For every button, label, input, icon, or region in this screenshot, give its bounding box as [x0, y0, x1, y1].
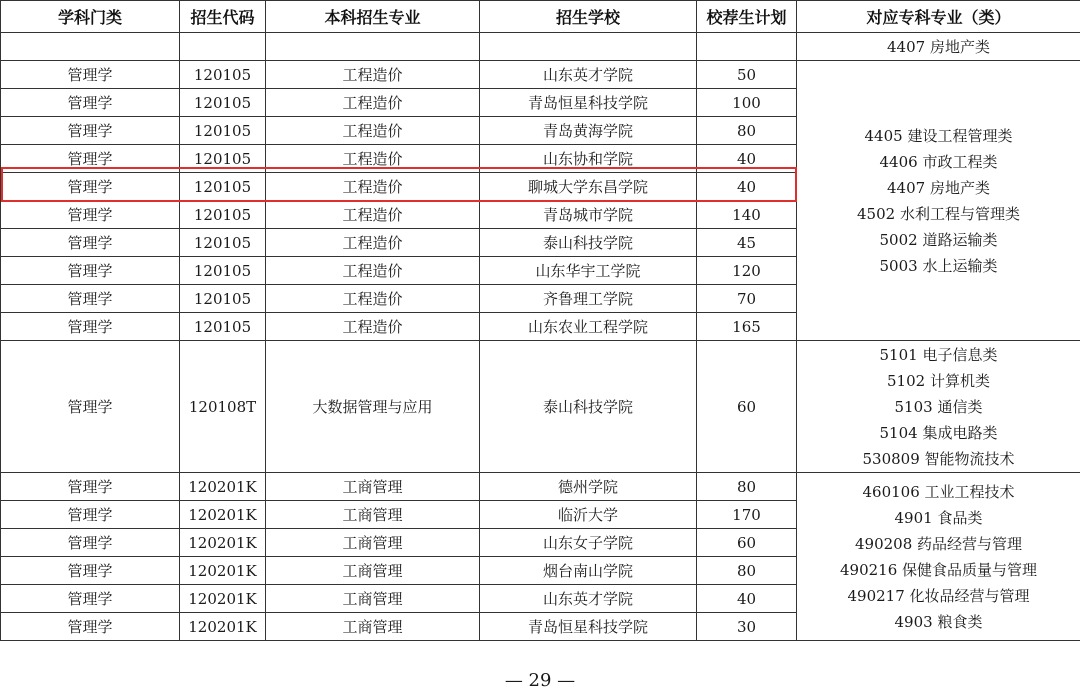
school-cell: 泰山科技学院 — [480, 341, 697, 473]
empty-cell — [266, 33, 480, 61]
vocational-major: 490216 保健食品质量与管理 — [839, 560, 1038, 579]
school-cell: 山东协和学院 — [480, 145, 697, 173]
code-cell: 120201K — [180, 613, 266, 641]
empty-cell — [480, 33, 697, 61]
school-cell: 德州学院 — [480, 473, 697, 501]
table-row — [1, 33, 1080, 61]
vocational-major: 4901 食品类 — [894, 508, 983, 527]
quota-cell: 120 — [697, 257, 797, 285]
school-cell: 山东英才学院 — [480, 61, 697, 89]
discipline-cell: 管理学 — [1, 613, 180, 641]
major-cell: 工商管理 — [266, 613, 480, 641]
major-cell: 工程造价 — [266, 229, 480, 257]
vocational-major: 5103 通信类 — [894, 397, 983, 416]
quota-cell: 50 — [697, 61, 797, 89]
major-cell: 工程造价 — [266, 313, 480, 341]
discipline-cell: 管理学 — [1, 145, 180, 173]
discipline-cell: 管理学 — [1, 201, 180, 229]
discipline-cell: 管理学 — [1, 557, 180, 585]
major-cell: 工程造价 — [266, 173, 480, 201]
school-cell: 泰山科技学院 — [480, 229, 697, 257]
major-cell: 工程造价 — [266, 257, 480, 285]
vocational-major: 4903 粮食类 — [894, 612, 983, 631]
major-cell: 工程造价 — [266, 117, 480, 145]
quota-cell: 40 — [697, 173, 797, 201]
vocational-majors-cell — [797, 473, 1080, 641]
vocational-major: 5102 计算机类 — [887, 371, 990, 390]
quota-cell: 30 — [697, 613, 797, 641]
major-cell: 大数据管理与应用 — [266, 341, 480, 473]
vocational-major: 4407 房地产类 — [887, 178, 990, 197]
major-cell: 工程造价 — [266, 89, 480, 117]
vocational-major: 4407 房地产类 — [887, 37, 990, 56]
quota-cell: 40 — [697, 145, 797, 173]
major-cell: 工程造价 — [266, 285, 480, 313]
vocational-majors-cell — [797, 61, 1080, 341]
discipline-cell: 管理学 — [1, 285, 180, 313]
school-cell: 青岛恒星科技学院 — [480, 613, 697, 641]
school-cell: 临沂大学 — [480, 501, 697, 529]
school-cell: 齐鲁理工学院 — [480, 285, 697, 313]
major-cell: 工商管理 — [266, 501, 480, 529]
quota-cell: 170 — [697, 501, 797, 529]
header-vocational: 对应专科专业（类） — [797, 1, 1080, 33]
code-cell: 120201K — [180, 473, 266, 501]
major-cell: 工商管理 — [266, 585, 480, 613]
code-cell: 120105 — [180, 145, 266, 173]
vocational-major: 530809 智能物流技术 — [862, 449, 1015, 468]
code-cell: 120105 — [180, 173, 266, 201]
major-cell: 工商管理 — [266, 557, 480, 585]
school-cell: 山东英才学院 — [480, 585, 697, 613]
code-cell: 120105 — [180, 285, 266, 313]
page-number: — 29 — — [504, 670, 576, 691]
code-cell: 120201K — [180, 557, 266, 585]
code-cell: 120105 — [180, 61, 266, 89]
code-cell: 120201K — [180, 585, 266, 613]
vocational-major: 490217 化妆品经营与管理 — [847, 586, 1030, 605]
vocational-major: 5104 集成电路类 — [879, 423, 998, 442]
empty-cell — [697, 33, 797, 61]
major-cell: 工程造价 — [266, 201, 480, 229]
quota-cell: 80 — [697, 557, 797, 585]
vocational-majors-cell — [797, 33, 1080, 61]
discipline-cell: 管理学 — [1, 313, 180, 341]
header-school: 招生学校 — [480, 1, 697, 33]
discipline-cell: 管理学 — [1, 61, 180, 89]
school-cell: 青岛恒星科技学院 — [480, 89, 697, 117]
school-cell: 青岛城市学院 — [480, 201, 697, 229]
vocational-major: 4502 水利工程与管理类 — [857, 204, 1020, 223]
code-cell: 120105 — [180, 201, 266, 229]
discipline-cell: 管理学 — [1, 473, 180, 501]
quota-cell: 60 — [697, 341, 797, 473]
school-cell: 烟台南山学院 — [480, 557, 697, 585]
school-cell: 山东农业工程学院 — [480, 313, 697, 341]
code-cell: 120105 — [180, 89, 266, 117]
header-quota: 校荐生计划 — [697, 1, 797, 33]
quota-cell: 80 — [697, 117, 797, 145]
code-cell: 120201K — [180, 529, 266, 557]
discipline-cell: 管理学 — [1, 173, 180, 201]
code-cell: 120105 — [180, 313, 266, 341]
major-cell: 工程造价 — [266, 61, 480, 89]
major-cell: 工商管理 — [266, 473, 480, 501]
discipline-cell: 管理学 — [1, 229, 180, 257]
quota-cell: 60 — [697, 529, 797, 557]
empty-cell — [180, 33, 266, 61]
school-cell: 聊城大学东昌学院 — [480, 173, 697, 201]
table-row — [1, 473, 1080, 501]
code-cell: 120201K — [180, 501, 266, 529]
vocational-major: 460106 工业工程技术 — [862, 482, 1015, 501]
quota-cell: 80 — [697, 473, 797, 501]
discipline-cell: 管理学 — [1, 89, 180, 117]
school-cell: 山东华宇工学院 — [480, 257, 697, 285]
vocational-major: 4405 建设工程管理类 — [864, 126, 1013, 145]
vocational-majors-cell — [797, 341, 1080, 473]
table-row — [1, 341, 1080, 473]
discipline-cell: 管理学 — [1, 117, 180, 145]
vocational-major: 5101 电子信息类 — [879, 345, 998, 364]
quota-cell: 45 — [697, 229, 797, 257]
vocational-major: 490208 药品经营与管理 — [854, 534, 1023, 553]
discipline-cell: 管理学 — [1, 257, 180, 285]
header-row — [1, 1, 1080, 33]
vocational-major: 5003 水上运输类 — [879, 256, 998, 275]
school-cell: 山东女子学院 — [480, 529, 697, 557]
code-cell: 120105 — [180, 257, 266, 285]
quota-cell: 165 — [697, 313, 797, 341]
code-cell: 120108T — [180, 341, 266, 473]
table-row — [1, 61, 1080, 89]
major-cell: 工商管理 — [266, 529, 480, 557]
discipline-cell: 管理学 — [1, 529, 180, 557]
header-code: 招生代码 — [180, 1, 266, 33]
vocational-major: 4406 市政工程类 — [879, 152, 998, 171]
discipline-cell: 管理学 — [1, 341, 180, 473]
header-major: 本科招生专业 — [266, 1, 480, 33]
quota-cell: 100 — [697, 89, 797, 117]
quota-cell: 40 — [697, 585, 797, 613]
major-cell: 工程造价 — [266, 145, 480, 173]
empty-cell — [1, 33, 180, 61]
code-cell: 120105 — [180, 229, 266, 257]
discipline-cell: 管理学 — [1, 501, 180, 529]
quota-cell: 70 — [697, 285, 797, 313]
discipline-cell: 管理学 — [1, 585, 180, 613]
header-discipline: 学科门类 — [1, 1, 180, 33]
vocational-major: 5002 道路运输类 — [879, 230, 998, 249]
quota-cell: 140 — [697, 201, 797, 229]
school-cell: 青岛黄海学院 — [480, 117, 697, 145]
code-cell: 120105 — [180, 117, 266, 145]
